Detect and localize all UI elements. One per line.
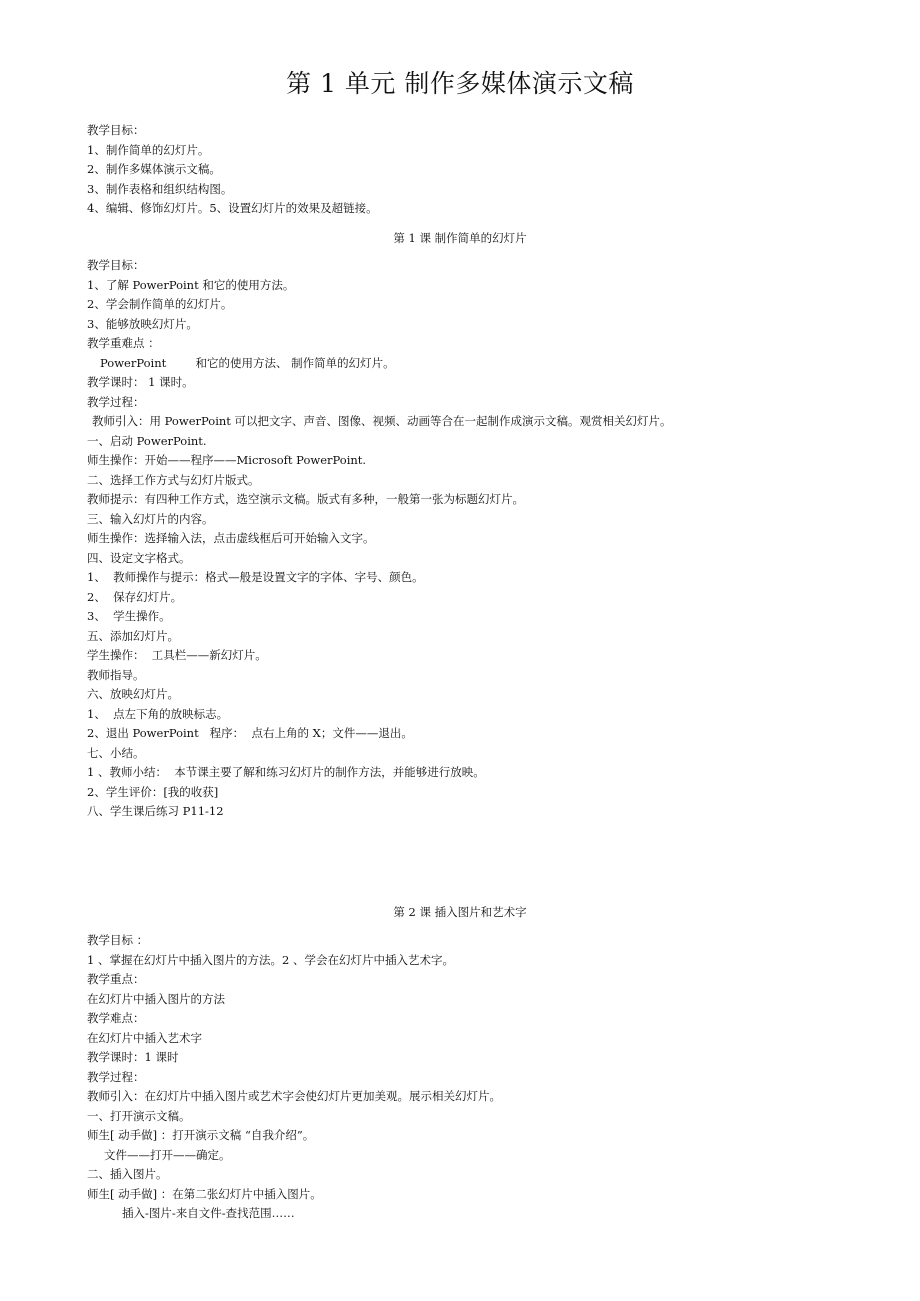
text-line: 教学课时：1 课时 <box>87 1050 179 1064</box>
text-line: 一、启动 PowerPoint. <box>87 433 207 448</box>
text-line: 师生[ 动手做] ：在第二张幻灯片中插入图片。 <box>87 1186 322 1201</box>
page-title: 第 1 单元 制作多媒体演示文稿 <box>286 69 634 98</box>
text-line: 2、学会制作简单的幻灯片。 <box>87 297 233 311</box>
text-line: 在幻灯片中插入艺术字 <box>87 1030 202 1045</box>
text-line: 1、 点左下角的放映标志。 <box>87 706 229 721</box>
unit-goals <box>87 121 887 219</box>
text-line: 教学重点： <box>87 972 145 986</box>
text-line: 二、插入图片。 <box>87 1167 168 1181</box>
text-line: 四、设定文字格式。 <box>87 550 191 565</box>
text-line: 教师引入：用 PowerPoint 可以把文字、声音、图像、视频、动画等合在一起制作成演示文稿。观赏相关幻灯片。 <box>92 414 672 428</box>
text-line: 二、选择工作方式与幻灯片版式。 <box>87 472 260 487</box>
text-line: 师生[ 动手做] ：打开演示文稿 “自我介绍”。 <box>87 1128 315 1142</box>
text-line: 教师指导。 <box>87 667 145 682</box>
text-line: 3、 学生操作。 <box>87 609 171 623</box>
text-line: 学生操作： 工具栏——新幻灯片。 <box>87 648 267 662</box>
text-line: 2、 保存幻灯片。 <box>87 589 183 604</box>
text-line: 教学难点： <box>87 1011 145 1025</box>
text-line: 师生操作：开始——程序——Microsoft PowerPoint. <box>87 453 367 467</box>
text-line: 三、输入幻灯片的内容。 <box>87 511 214 526</box>
text-line: 1 、教师小结： 本节课主要了解和练习幻灯片的制作方法，并能够进行放映。 <box>87 765 485 779</box>
text-line: 六、放映幻灯片。 <box>87 687 179 701</box>
text-line: 八、学生课后练习 P11-12 <box>87 804 224 818</box>
text-line: 2、退出 PowerPoint 程序： 点右上角的 X；文件——退出。 <box>87 726 413 740</box>
text-line: 教学目标： <box>87 258 145 272</box>
text-line: 七、小结。 <box>87 745 145 760</box>
text-line: 1、 教师操作与提示：格式—般是设置文字的字体、字号、颜色。 <box>87 570 424 584</box>
text-line: 教学目标： <box>87 123 145 137</box>
text-line: 教师引入：在幻灯片中插入图片或艺术字会使幻灯片更加美观。展示相关幻灯片。 <box>87 1089 501 1103</box>
lesson1-body <box>87 256 887 822</box>
lesson2-body <box>87 931 887 1224</box>
text-line: 教学过程： <box>87 394 145 409</box>
text-line: 4、编辑、修饰幻灯片。5、设置幻灯片的效果及超链接。 <box>87 201 378 215</box>
text-line: 教学过程： <box>87 1069 145 1084</box>
text-line: 教师提示：有四种工作方式，选空演示文稿。版式有多种，一般第一张为标题幻灯片。 <box>87 492 524 506</box>
text-line: 一、打开演示文稿。 <box>87 1108 191 1123</box>
text-line: 1 、掌握在幻灯片中插入图片的方法。2 、学会在幻灯片中插入艺术字。 <box>87 952 454 967</box>
text-line: 师生操作：选择输入法，点击虚线框后可开始输入文字。 <box>87 531 375 545</box>
text-line: 教学目标 ： <box>87 933 149 947</box>
text-line: 1、制作简单的幻灯片。 <box>87 142 210 157</box>
text-line: 教学重难点 ： <box>87 336 160 350</box>
text-line: 2、学生评价：[我的收获] <box>87 784 219 799</box>
text-line: PowerPoint 和它的使用方法、 制作简单的幻灯片。 <box>100 355 395 370</box>
text-line: 在幻灯片中插入图片的方法 <box>87 991 225 1006</box>
text-line: 1、了解 PowerPoint 和它的使用方法。 <box>87 277 295 292</box>
lesson2-heading: 第 2 课 插入图片和艺术字 <box>393 905 527 919</box>
text-line: 教学课时： 1 课时。 <box>87 375 194 389</box>
text-line: 文件——打开——确定。 <box>104 1147 231 1162</box>
lesson1-heading: 第 1 课 制作简单的幻灯片 <box>393 231 527 245</box>
text-line: 3、能够放映幻灯片。 <box>87 316 198 331</box>
text-line: 插入-图片-来自文件-查找范围…… <box>122 1206 295 1220</box>
text-line: 五、添加幻灯片。 <box>87 628 179 643</box>
text-line: 2、制作多媒体演示文稿。 <box>87 162 221 176</box>
text-line: 3、制作表格和组织结构图。 <box>87 181 233 196</box>
